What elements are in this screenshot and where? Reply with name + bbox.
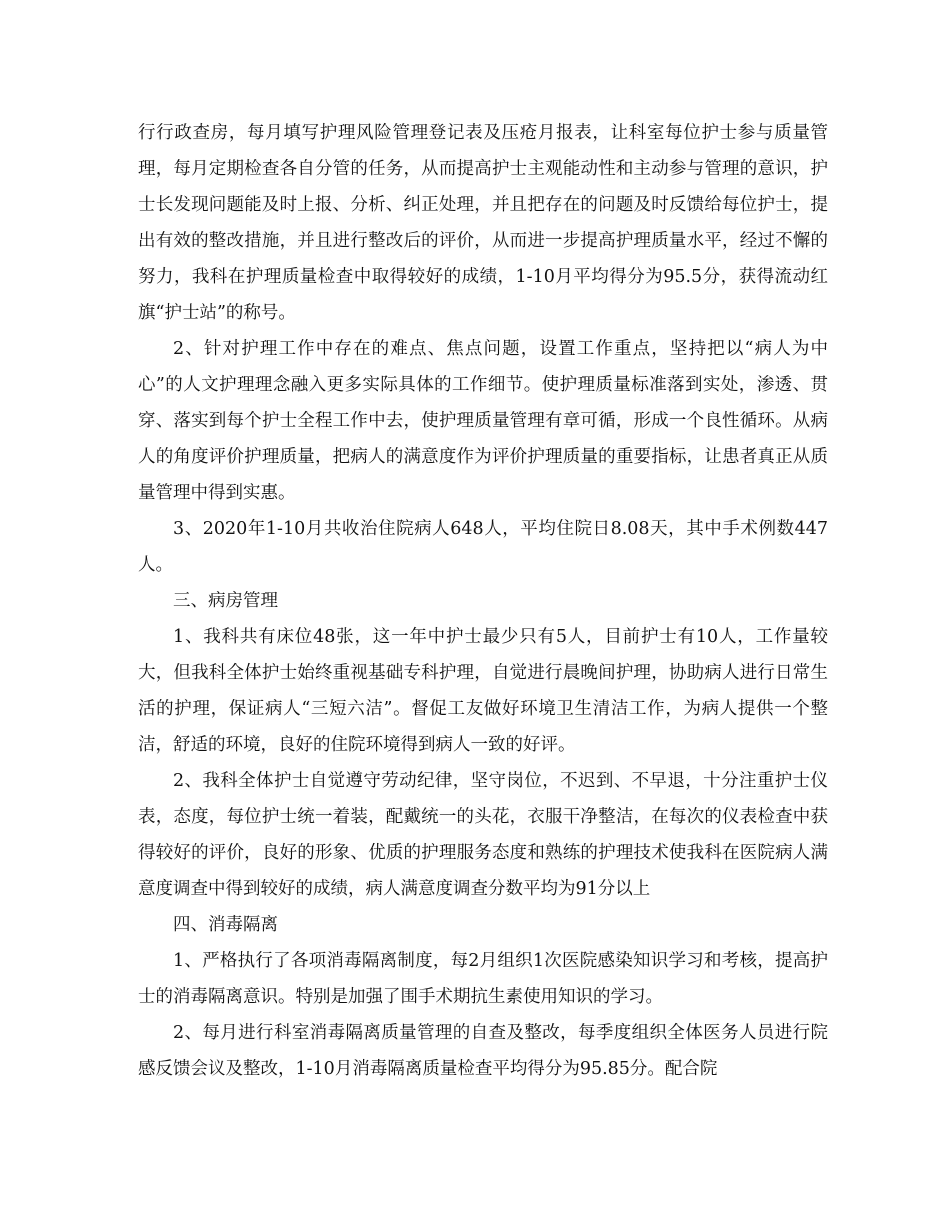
paragraph-continuation: 行行政查房，每月填写护理风险管理登记表及压疮月报表，让科室每位护士参与质量管理，每月定期检查各自分管的任务，从而提高护士主观能动性和主动参与管理的意识，护士长发现问题能及时上报、分析、纠正处理，并且把存在的问题及时反馈给每位护士，提出有效的整改措施，并且进行整改后的评价，从而进一步提高护理质量水平，经过不懈的努力，我科在护理质量检查中取得较好的成绩，1-10月平均得分为95.5分，获得流动红旗“护士站”的称号。: [138, 123, 828, 323]
paragraph-disinfection-item-1: 1、严格执行了各项消毒隔离制度，每2月组织1次医院感染知识学习和考核，提高护士的消毒隔离意识。特别是加强了围手术期抗生素使用知识的学习。: [138, 951, 828, 1007]
section-heading-ward-management: 三、病房管理: [173, 591, 278, 611]
paragraph-ward-item-2: 2、我科全体护士自觉遵守劳动纪律，坚守岗位，不迟到、不早退，十分注重护士仪表，态度，每位护士统一着装，配戴统一的头花，衣服干净整洁，在每次的仪表检查中获得较好的评价，良好的形象、优质的护理服务态度和熟练的护理技术使我科在医院病人满意度调查中得到较好的成绩，病人满意度调查分数平均为91分以上: [138, 771, 828, 899]
paragraph-ward-item-1: 1、我科共有床位48张，这一年中护士最少只有5人，目前护士有10人，工作量较大，但我科全体护士始终重视基础专科护理，自觉进行晨晚间护理，协助病人进行日常生活的护理，保证病人“三短六洁”。督促工友做好环境卫生清洁工作，为病人提供一个整洁，舒适的环境，良好的住院环境得到病人一致的好评。: [138, 627, 828, 755]
document-body: [138, 115, 828, 1087]
paragraph-item-3-admissions: 3、2020年1-10月共收治住院病人648人，平均住院日8.08天，其中手术例数447人。: [138, 519, 828, 575]
paragraph-disinfection-item-2: 2、每月进行科室消毒隔离质量管理的自查及整改，每季度组织全体医务人员进行院感反馈会议及整改，1-10月消毒隔离质量检查平均得分为95.85分。配合院: [138, 1023, 828, 1079]
section-heading-disinfection: 四、消毒隔离: [173, 915, 278, 935]
paragraph-item-2-nursing-focus: 2、针对护理工作中存在的难点、焦点问题，设置工作重点，坚持把以“病人为中心”的人文护理理念融入更多实际具体的工作细节。使护理质量标准落到实处，渗透、贯穿、落实到每个护士全程工作中去，使护理质量管理有章可循，形成一个良性循环。从病人的角度评价护理质量，把病人的满意度作为评价护理质量的重要指标，让患者真正从质量管理中得到实惠。: [138, 339, 828, 503]
